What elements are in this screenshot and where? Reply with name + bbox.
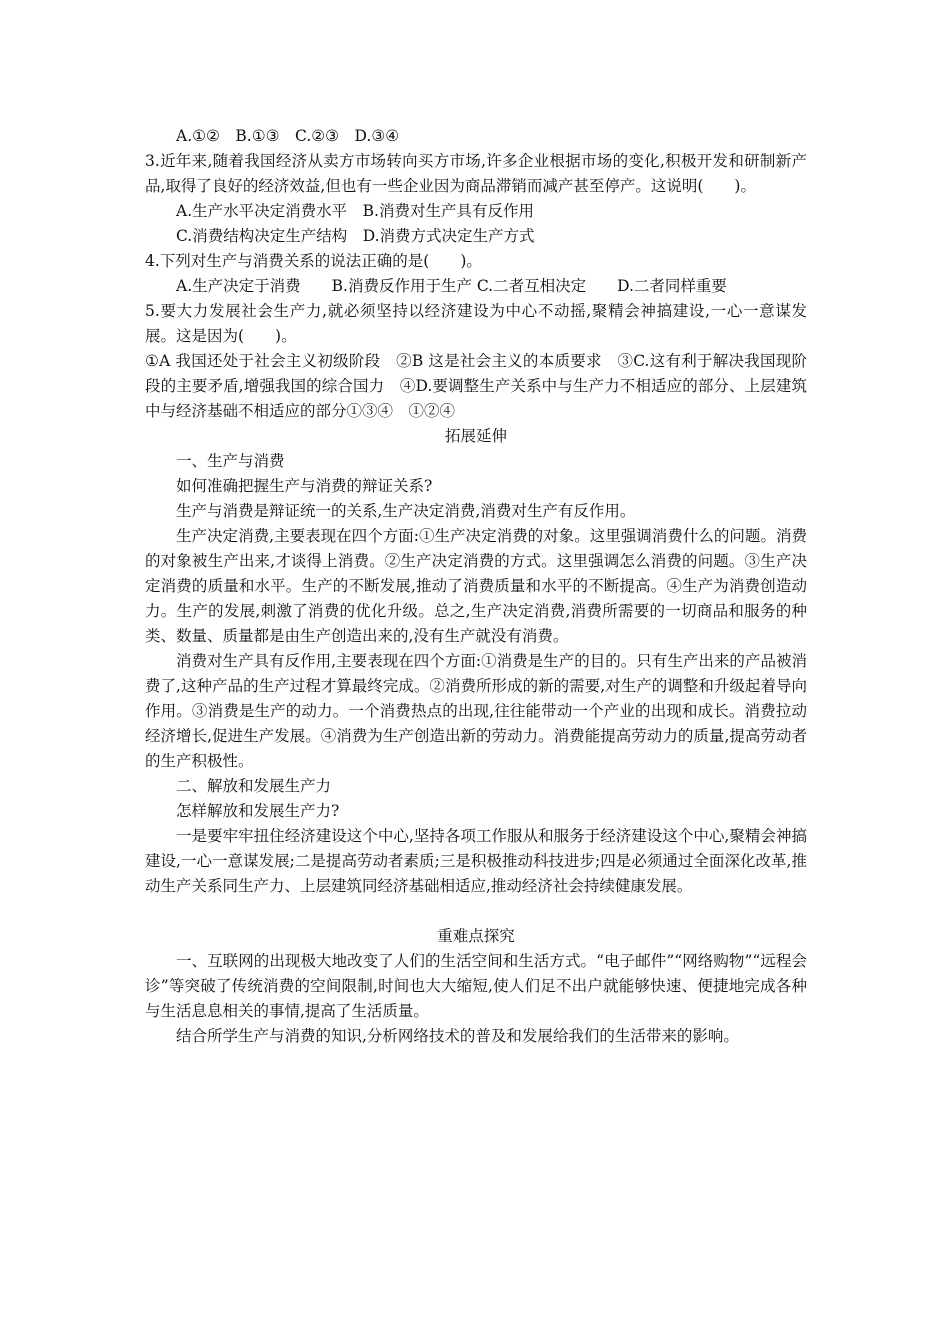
q3-stem: 3.近年来,随着我国经济从卖方市场转向买方市场,许多企业根据市场的变化,积极开发和研制新产品,取得了良好的经济效益,但也有一些企业因为商品滞销而减产甚至停产。这说明( )。	[145, 152, 807, 195]
q5-body: ①A 我国还处于社会主义初级阶段 ②B 这是社会主义的本质要求 ③C.这有利于解决我国现阶段的主要矛盾,增强我国的综合国力 ④D.要调整生产关系中与生产力不相适应的部分、上层建筑中与经济基础不相适应的部分①③④ ①②④	[145, 352, 807, 420]
q4-options: A.生产决定于消费 B.消费反作用于生产 C.二者互相决定 D.二者同样重要	[176, 277, 727, 295]
section1-title: 一、生产与消费	[176, 452, 285, 470]
document-page	[145, 124, 807, 1049]
q4-stem: 4.下列对生产与消费关系的说法正确的是( )。	[145, 252, 482, 270]
extension-heading: 拓展延伸	[444, 427, 507, 445]
section2-title: 二、解放和发展生产力	[176, 777, 332, 795]
q3-options-line-2: C.消费结构决定生产结构 D.消费方式决定生产方式	[176, 227, 535, 245]
section2-question: 怎样解放和发展生产力?	[176, 802, 340, 820]
q2-options: A.①② B.①③ C.②③ D.③④	[176, 127, 400, 145]
section1-paragraph-1: 生产与消费是辩证统一的关系,生产决定消费,消费对生产有反作用。	[176, 502, 636, 520]
q5-stem: 5.要大力发展社会生产力,就必须坚持以经济建设为中心不动摇,聚精会神搞建设,一心一意谋发展。这是因为( )。	[145, 302, 807, 345]
key-points-heading: 重难点探究	[437, 927, 515, 945]
key-points-paragraph-1: 一、互联网的出现极大地改变了人们的生活空间和生活方式。“电子邮件”“网络购物”“远程会诊”等突破了传统消费的空间限制,时间也大大缩短,使人们足不出户就能够快速、便捷地完成各种与生活息息相关的事情,提高了生活质量。	[145, 952, 807, 1020]
section1-paragraph-2: 生产决定消费,主要表现在四个方面:①生产决定消费的对象。这里强调消费什么的问题。消费的对象被生产出来,才谈得上消费。②生产决定消费的方式。这里强调怎么消费的问题。③生产决定消费的质量和水平。生产的不断发展,推动了消费质量和水平的不断提高。④生产为消费创造动力。生产的发展,刺激了消费的优化升级。总之,生产决定消费,消费所需要的一切商品和服务的种类、数量、质量都是由生产创造出来的,没有生产就没有消费。	[145, 527, 807, 645]
section-spacer	[145, 899, 807, 924]
key-points-paragraph-2: 结合所学生产与消费的知识,分析网络技术的普及和发展给我们的生活带来的影响。	[176, 1027, 739, 1045]
section2-paragraph-1: 一是要牢牢扭住经济建设这个中心,坚持各项工作服从和服务于经济建设这个中心,聚精会神搞建设,一心一意谋发展;二是提高劳动者素质;三是积极推动科技进步;四是必须通过全面深化改革,推动生产关系同生产力、上层建筑同经济基础相适应,推动经济社会持续健康发展。	[145, 827, 807, 895]
section1-paragraph-3: 消费对生产具有反作用,主要表现在四个方面:①消费是生产的目的。只有生产出来的产品被消费了,这种产品的生产过程才算最终完成。②消费所形成的新的需要,对生产的调整和升级起着导向作用。③消费是生产的动力。一个消费热点的出现,往往能带动一个产业的出现和成长。消费拉动经济增长,促进生产发展。④消费为生产创造出新的劳动力。消费能提高劳动力的质量,提高劳动者的生产积极性。	[145, 652, 807, 770]
section1-question: 如何准确把握生产与消费的辩证关系?	[176, 477, 433, 495]
q3-options-line-1: A.生产水平决定消费水平 B.消费对生产具有反作用	[176, 202, 534, 220]
